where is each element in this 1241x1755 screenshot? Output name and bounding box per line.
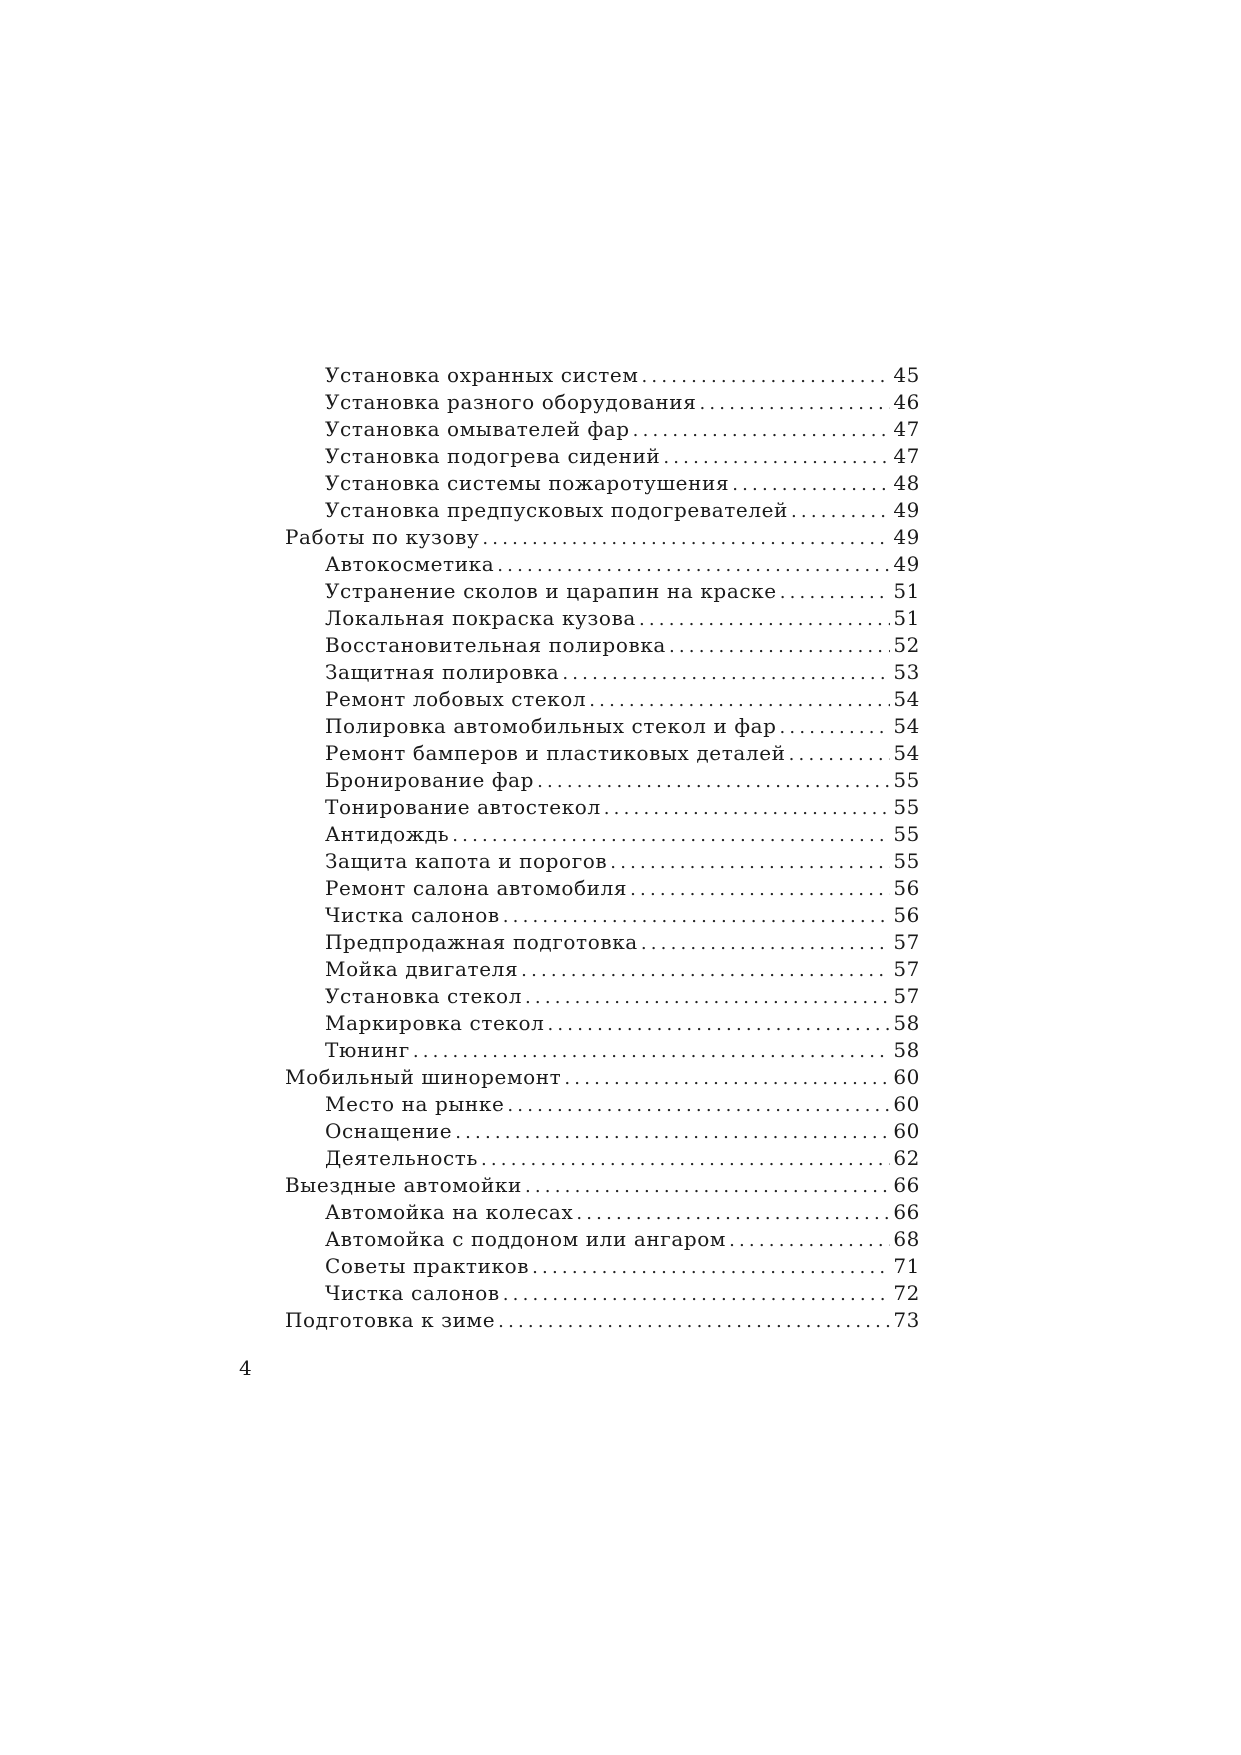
- toc-entry-title: Мойка двигателя: [325, 957, 519, 981]
- toc-subsection: [285, 1037, 920, 1064]
- toc-subsection: [285, 1091, 920, 1118]
- toc-entry-page: 49: [893, 525, 920, 549]
- toc-entry-page: 49: [893, 498, 920, 522]
- toc-entry-page: 60: [893, 1092, 920, 1116]
- toc-entry-title: Установка предпусковых подогревателей: [325, 498, 788, 522]
- toc-entry-page: 49: [893, 552, 920, 576]
- dot-leader: [630, 876, 890, 903]
- toc-subsection: [285, 1145, 920, 1172]
- toc-entry-title: Установка охранных систем: [325, 363, 639, 387]
- toc-entry-page: 55: [893, 822, 920, 846]
- dot-leader: [482, 525, 890, 552]
- toc-subsection: [285, 686, 920, 713]
- toc-entry-title: Полировка автомобильных стекол и фар: [325, 714, 777, 738]
- toc-subsection: [285, 443, 920, 470]
- toc-entry-title: Выездные автомойки: [285, 1173, 522, 1197]
- toc-subsection: [285, 848, 920, 875]
- dot-leader: [525, 1173, 890, 1200]
- toc-entry-page: 46: [893, 390, 920, 414]
- dot-leader: [780, 714, 891, 741]
- toc-subsection: [285, 1226, 920, 1253]
- dot-leader: [521, 957, 890, 984]
- dot-leader: [663, 444, 890, 471]
- toc-subsection: [285, 1199, 920, 1226]
- dot-leader: [589, 687, 890, 714]
- toc-entry-title: Мобильный шиноремонт: [285, 1065, 562, 1089]
- toc-entry-page: 55: [893, 795, 920, 819]
- toc-entry-page: 60: [893, 1119, 920, 1143]
- dot-leader: [699, 390, 890, 417]
- toc-section: [285, 1172, 920, 1199]
- toc-entry-title: Антидождь: [325, 822, 450, 846]
- toc-subsection: [285, 605, 920, 632]
- toc-entry-page: 71: [893, 1254, 920, 1278]
- toc-subsection: [285, 956, 920, 983]
- toc-entry-title: Ремонт лобовых стекол: [325, 687, 587, 711]
- toc-subsection: [285, 1280, 920, 1307]
- dot-leader: [562, 660, 890, 687]
- dot-leader: [413, 1038, 891, 1065]
- toc-subsection: [285, 578, 920, 605]
- toc-entry-page: 47: [893, 417, 920, 441]
- dot-leader: [503, 903, 891, 930]
- dot-leader: [729, 1227, 890, 1254]
- toc-entry-page: 57: [893, 984, 920, 1008]
- dot-leader: [641, 930, 891, 957]
- toc-entry-title: Подготовка к зиме: [285, 1308, 496, 1332]
- dot-leader: [503, 1281, 891, 1308]
- toc-entry-title: Автокосметика: [325, 552, 495, 576]
- toc-entry-title: Защита капота и порогов: [325, 849, 608, 873]
- toc-subsection: [285, 713, 920, 740]
- toc-entry-page: 48: [893, 471, 920, 495]
- toc-subsection: [285, 470, 920, 497]
- toc-entry-page: 45: [893, 363, 920, 387]
- dot-leader: [791, 498, 890, 525]
- toc-subsection: [285, 875, 920, 902]
- toc-entry-title: Установка омывателей фар: [325, 417, 630, 441]
- toc-entry-page: 51: [893, 606, 920, 630]
- toc-entry-page: 54: [893, 687, 920, 711]
- toc-entry-title: Локальная покраска кузова: [325, 606, 636, 630]
- toc-subsection: [285, 1010, 920, 1037]
- toc-subsection: [285, 1253, 920, 1280]
- toc-entry-page: 52: [893, 633, 920, 657]
- dot-leader: [642, 363, 891, 390]
- dot-leader: [789, 741, 891, 768]
- toc-section: [285, 1307, 920, 1334]
- toc-subsection: [285, 632, 920, 659]
- dot-leader: [455, 1119, 890, 1146]
- toc-entry-title: Чистка салонов: [325, 903, 500, 927]
- toc-entry-title: Восстановительная полировка: [325, 633, 666, 657]
- toc-entry-page: 62: [893, 1146, 920, 1170]
- dot-leader: [537, 768, 890, 795]
- page-number: 4: [239, 1356, 252, 1380]
- toc-entry-page: 68: [893, 1227, 920, 1251]
- dot-leader: [525, 984, 890, 1011]
- dot-leader: [497, 552, 890, 579]
- toc-subsection: [285, 362, 920, 389]
- dot-leader: [452, 822, 890, 849]
- toc-entry-title: Бронирование фар: [325, 768, 535, 792]
- dot-leader: [498, 1308, 890, 1335]
- toc-entry-title: Устранение сколов и царапин на краске: [325, 579, 777, 603]
- toc-subsection: [285, 740, 920, 767]
- dot-leader: [547, 1011, 890, 1038]
- toc-subsection: [285, 1118, 920, 1145]
- toc-entry-page: 47: [893, 444, 920, 468]
- toc-entry-title: Предпродажная подготовка: [325, 930, 638, 954]
- toc-entry-page: 54: [893, 741, 920, 765]
- toc-subsection: [285, 794, 920, 821]
- toc-entry-title: Чистка салонов: [325, 1281, 500, 1305]
- toc-entry-page: 53: [893, 660, 920, 684]
- toc-subsection: [285, 929, 920, 956]
- dot-leader: [732, 471, 890, 498]
- toc-entry-page: 60: [893, 1065, 920, 1089]
- dot-leader: [780, 579, 891, 606]
- toc-entry-title: Тюнинг: [325, 1038, 410, 1062]
- toc-entry-page: 54: [893, 714, 920, 738]
- toc-entry-page: 51: [893, 579, 920, 603]
- toc-entry-title: Тонирование автостекол: [325, 795, 601, 819]
- dot-leader: [633, 417, 891, 444]
- toc-subsection: [285, 767, 920, 794]
- toc-entry-page: 55: [893, 849, 920, 873]
- toc-subsection: [285, 902, 920, 929]
- toc-entry-title: Установка разного оборудования: [325, 390, 697, 414]
- toc-entry-page: 55: [893, 768, 920, 792]
- toc-entry-title: Автомойка на колесах: [325, 1200, 574, 1224]
- toc-entry-title: Деятельность: [325, 1146, 478, 1170]
- table-of-contents: [285, 362, 920, 1334]
- toc-entry-page: 66: [893, 1173, 920, 1197]
- toc-entry-page: 56: [893, 876, 920, 900]
- toc-entry-page: 56: [893, 903, 920, 927]
- dot-leader: [532, 1254, 890, 1281]
- toc-subsection: [285, 551, 920, 578]
- toc-section: [285, 1064, 920, 1091]
- dot-leader: [481, 1146, 890, 1173]
- toc-entry-title: Советы практиков: [325, 1254, 530, 1278]
- toc-section: [285, 524, 920, 551]
- toc-entry-title: Ремонт салона автомобиля: [325, 876, 628, 900]
- toc-entry-page: 58: [893, 1011, 920, 1035]
- dot-leader: [564, 1065, 890, 1092]
- toc-entry-title: Оснащение: [325, 1119, 453, 1143]
- dot-leader: [507, 1092, 890, 1119]
- toc-entry-title: Установка подогрева сидений: [325, 444, 661, 468]
- dot-leader: [576, 1200, 890, 1227]
- dot-leader: [669, 633, 890, 660]
- toc-entry-page: 66: [893, 1200, 920, 1224]
- toc-entry-title: Ремонт бамперов и пластиковых деталей: [325, 741, 786, 765]
- toc-subsection: [285, 389, 920, 416]
- toc-entry-page: 72: [893, 1281, 920, 1305]
- toc-entry-title: Установка системы пожаротушения: [325, 471, 730, 495]
- toc-entry-title: Установка стекол: [325, 984, 523, 1008]
- toc-subsection: [285, 659, 920, 686]
- dot-leader: [610, 849, 890, 876]
- toc-subsection: [285, 983, 920, 1010]
- toc-entry-page: 57: [893, 957, 920, 981]
- toc-subsection: [285, 416, 920, 443]
- toc-entry-title: Место на рынке: [325, 1092, 505, 1116]
- toc-entry-title: Автомойка с поддоном или ангаром: [325, 1227, 727, 1251]
- toc-entry-title: Защитная полировка: [325, 660, 560, 684]
- toc-entry-page: 58: [893, 1038, 920, 1062]
- toc-entry-page: 57: [893, 930, 920, 954]
- toc-entry-page: 73: [893, 1308, 920, 1332]
- toc-subsection: [285, 497, 920, 524]
- dot-leader: [604, 795, 891, 822]
- toc-entry-title: Работы по кузову: [285, 525, 480, 549]
- toc-subsection: [285, 821, 920, 848]
- dot-leader: [639, 606, 890, 633]
- toc-entry-title: Маркировка стекол: [325, 1011, 545, 1035]
